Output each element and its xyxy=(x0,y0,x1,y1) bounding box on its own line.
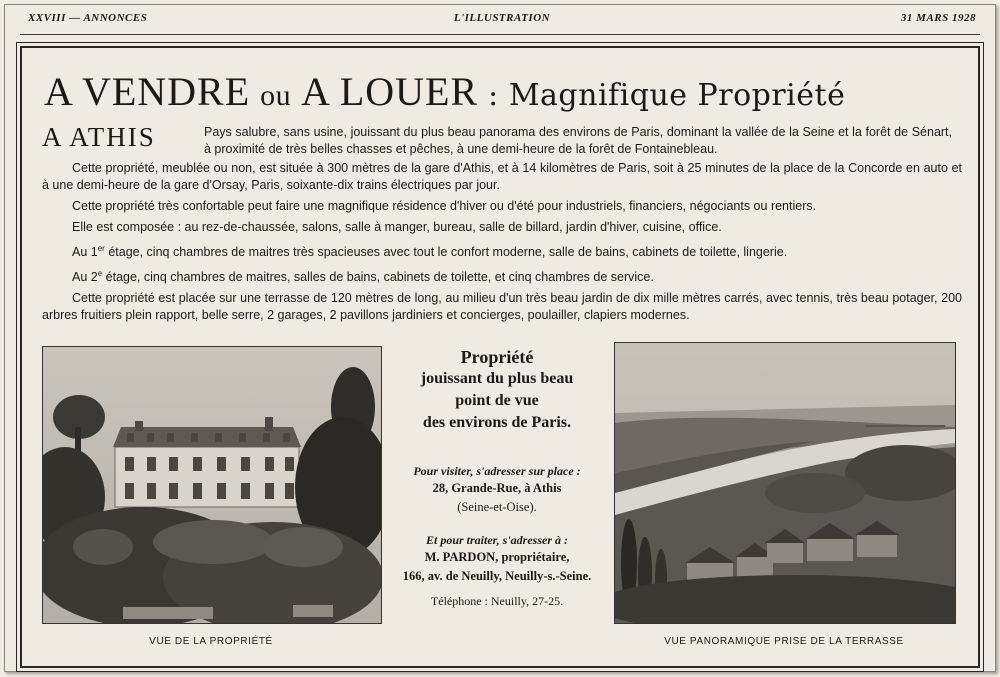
center-subtitle-line-3: des environs de Paris. xyxy=(422,414,572,431)
headline-or: ou xyxy=(260,79,292,112)
intro-text: Pays salubre, sans usine, jouissant du plus beau panorama des environs de Paris, dominant la vallée de la Seine et la forêt de Sénart, à proximité de très belles chasses et pêches, à une demi-heure de la forêt de Fontainebleau. xyxy=(204,125,952,156)
panorama-photo xyxy=(614,342,956,624)
visit-region: (Seine-et-Oise). xyxy=(457,500,537,514)
owner-name: M. PARDON, propriétaire, xyxy=(424,550,570,564)
header-rule xyxy=(20,34,980,35)
contact-column xyxy=(388,340,606,609)
running-head xyxy=(28,12,976,28)
visit-address: 28, Grande-Rue, à Athis xyxy=(432,481,562,495)
trade-label: Et pour traiter, s'adresser à : xyxy=(425,533,569,547)
caption-panorama: VUE PANORAMIQUE PRISE DE LA TERRASSE xyxy=(664,636,904,647)
paragraph-comfort: Cette propriété très confortable peut faire une magnifique résidence d'hiver ou d'été pour industriels, financiers, négociants ou rentiers. xyxy=(72,199,817,213)
caption-property: VUE DE LA PROPRIÉTÉ xyxy=(149,636,273,647)
running-head-date: 31 MARS 1928 xyxy=(900,12,976,24)
description-body xyxy=(42,160,962,328)
headline-rent: A LOUER xyxy=(301,69,479,114)
headline-property: : Magnifique Propriété xyxy=(488,78,846,113)
visit-label: Pour visiter, s'adresser sur place : xyxy=(413,464,581,478)
telephone: Téléphone : Neuilly, 27-25. xyxy=(430,594,564,608)
center-subtitle-line-1: jouissant du plus beau xyxy=(420,370,574,387)
center-subtitle-line-2: point de vue xyxy=(455,392,539,409)
paragraph-second-floor: Au 2e étage, cinq chambres de maitres, salles de bains, cabinets de toilette, et cinq chambres de service. xyxy=(72,269,654,285)
location-heading: A ATHIS xyxy=(42,122,156,152)
running-head-section: XXVIII — ANNONCES xyxy=(28,12,148,24)
paragraph-ground-floor: Elle est composée : au rez-de-chaussée, salons, salle à manger, bureau, salle de billard, jardin d'hiver, cuisine, office. xyxy=(72,220,722,234)
advertisement-box xyxy=(20,46,980,668)
center-title: Propriété xyxy=(460,347,534,367)
headline xyxy=(44,68,964,115)
paragraph-location: Cette propriété, meublée ou non, est située à 300 mètres de la gare d'Athis, et à 14 kilomètres de Paris, soit à 25 minutes de la place de la Concorde en auto et à une demi-heure de la gare d'Orsay, Paris, soixante-dix trains électriques par jour. xyxy=(42,161,962,192)
owner-address: 166, av. de Neuilly, Neuilly-s.-Seine. xyxy=(402,569,592,583)
paragraph-grounds: Cette propriété est placée sur une terrasse de 120 mètres de long, au milieu d'un très beau jardin de dix mille mètres carrés, avec tennis, très beau potager, 200 arbres fruitiers plein rapport, belle serre, 2 garages, 2 pavillons jardiniers et concierges, poulailler, clapiers modernes. xyxy=(42,291,962,323)
paragraph-first-floor: Au 1er étage, cinq chambres de maitres très spacieuses avec tout le confort moderne, salle de bains, cabinets de toilette, lingerie. xyxy=(72,244,788,260)
headline-sale: A VENDRE xyxy=(44,69,251,114)
running-head-publication: L'ILLUSTRATION xyxy=(453,12,551,24)
property-photo xyxy=(42,346,382,624)
